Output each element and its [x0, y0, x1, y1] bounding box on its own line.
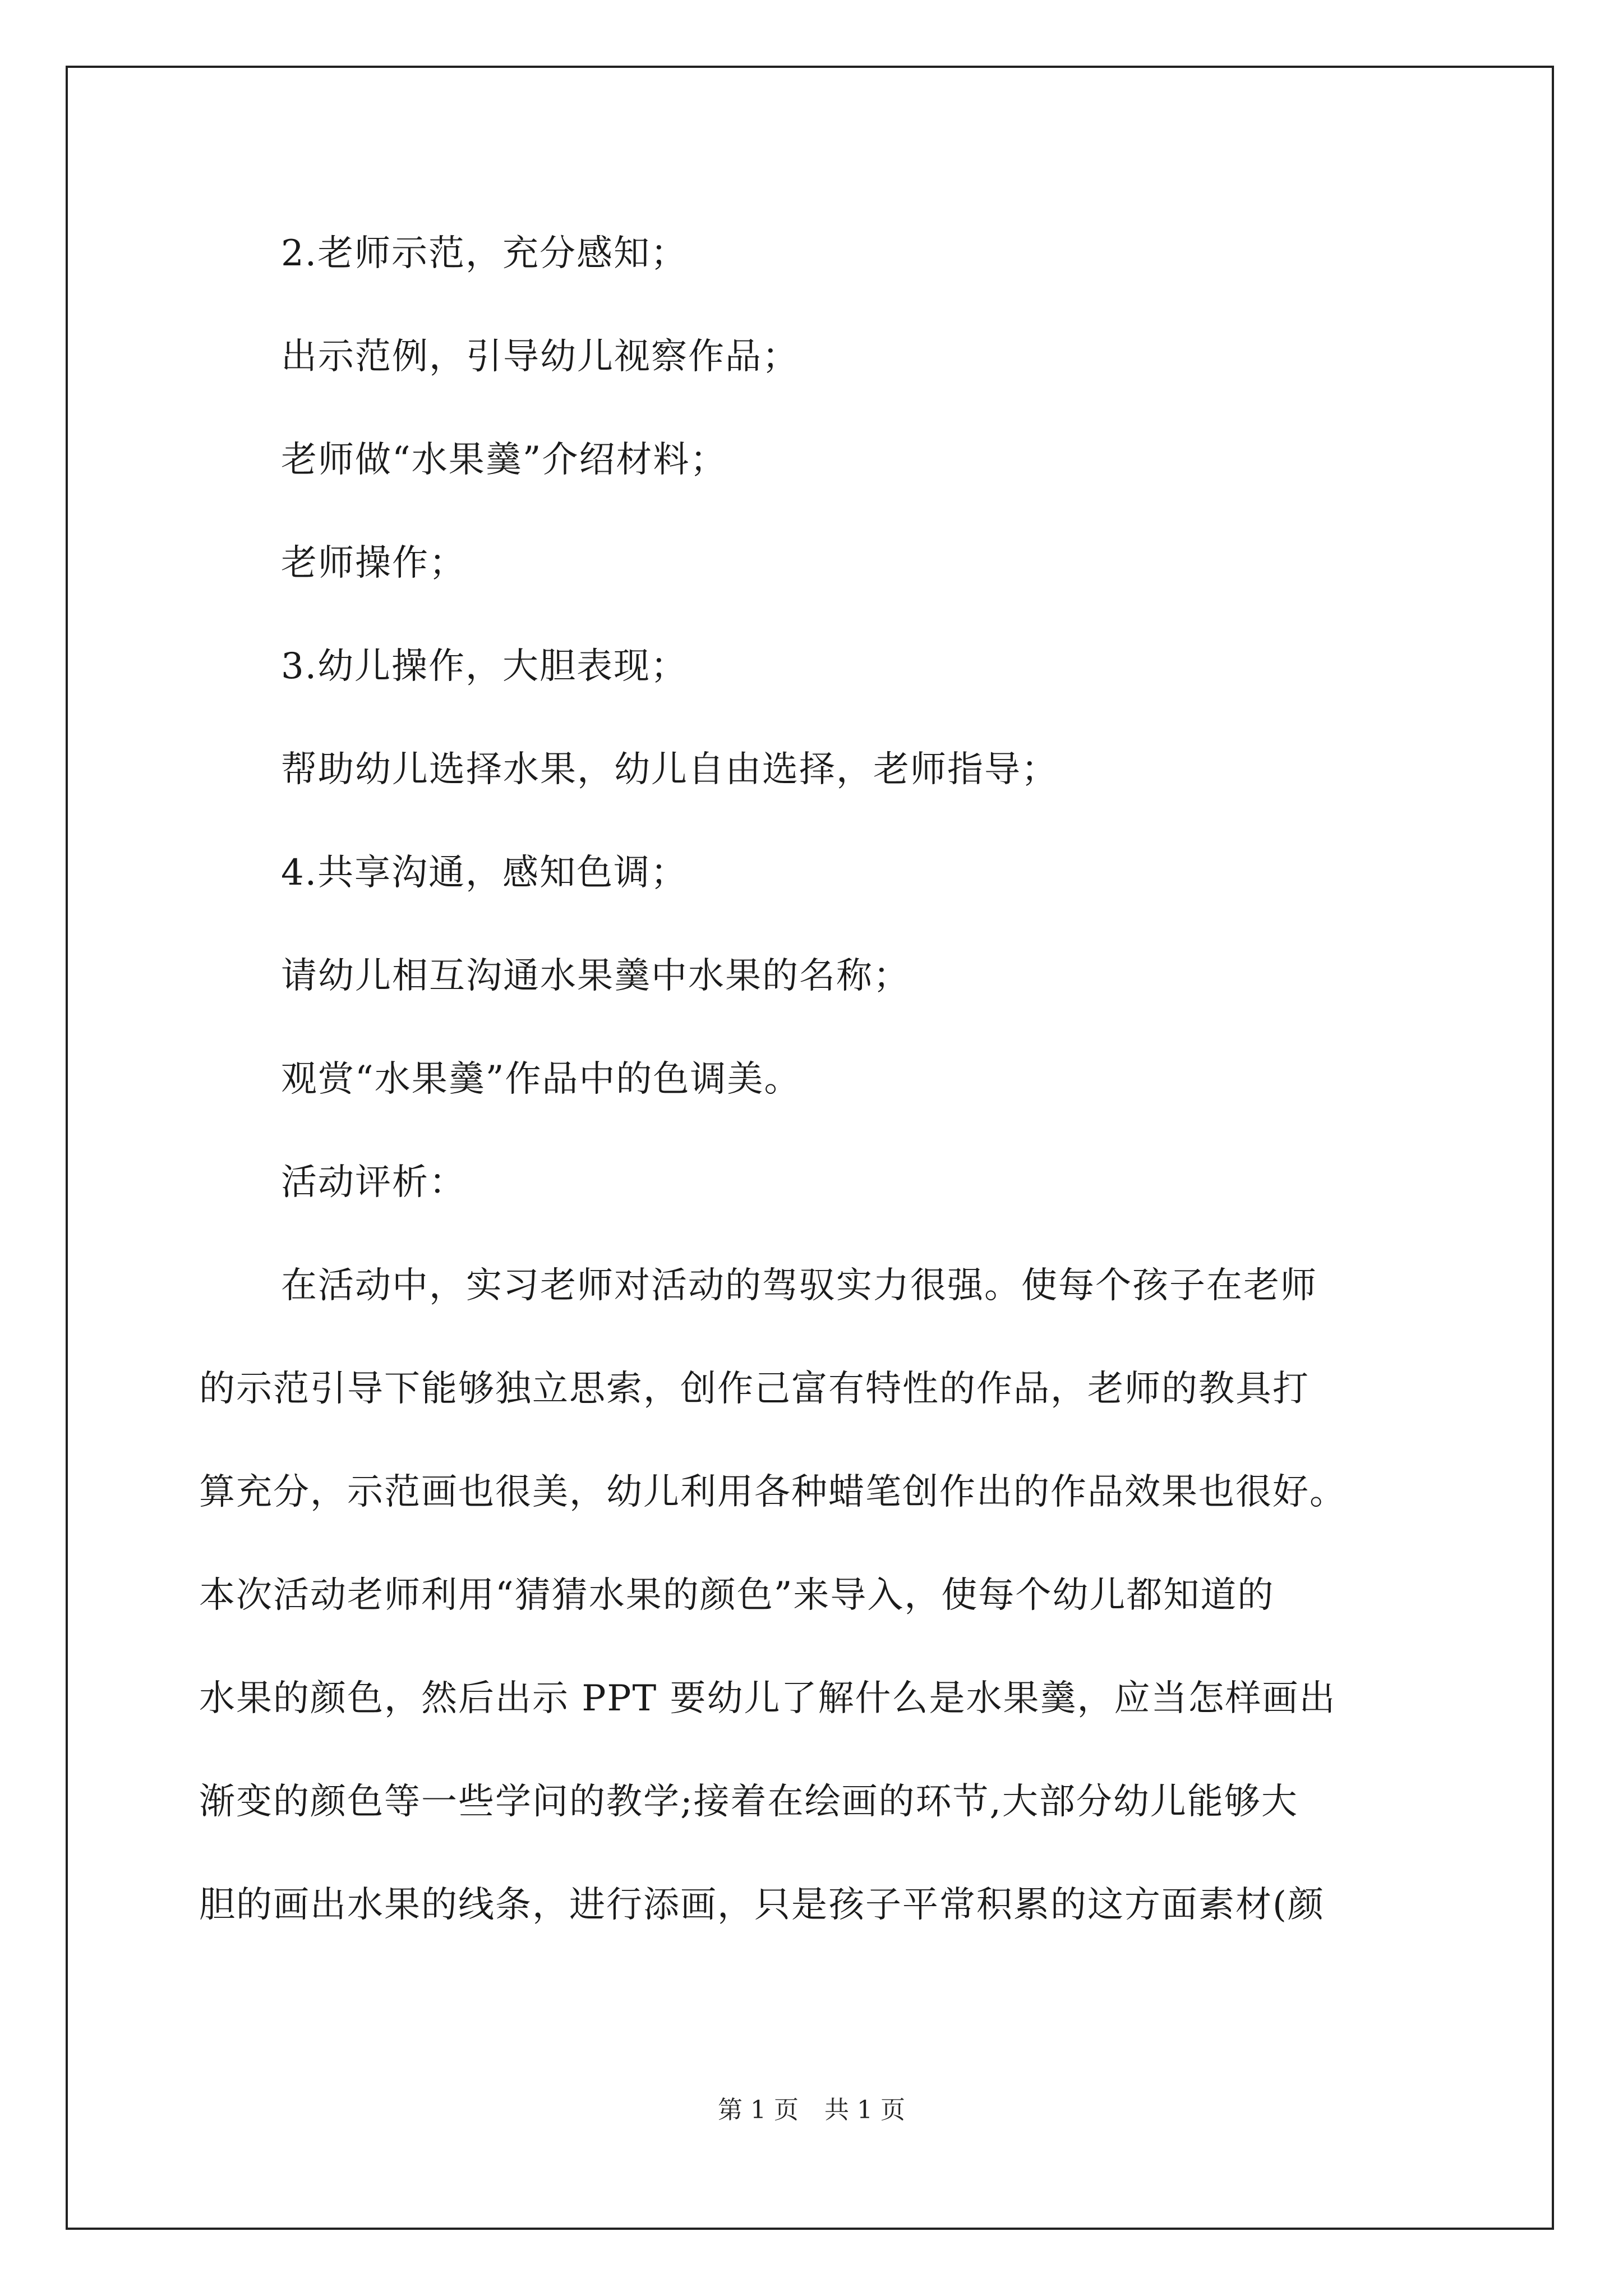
paragraph-line: 在活动中，实习老师对活动的驾驭实力很强。使每个孩子在老师: [281, 1265, 1317, 1306]
evaluation-heading: 活动评析：: [281, 1162, 466, 1203]
paragraph-line: 渐变的颜色等一些学问的教学;接着在绘画的环节,大部分幼儿能够大: [199, 1781, 1298, 1823]
paragraph-line: 的示范引导下能够独立思索，创作己富有特性的作品，老师的教具打: [199, 1368, 1310, 1410]
evaluation-paragraph: [199, 1234, 1427, 1957]
paragraph-line: 算充分，示范画也很美，幼儿利用各种蜡笔创作出的作品效果也很好。: [199, 1471, 1347, 1513]
step-4-item-1: 请幼儿相互沟通水果羹中水果的名称；: [281, 955, 910, 997]
paragraph-line: 水果的颜色，然后出示 PPT 要幼儿了解什么是水果羹，应当怎样画出: [199, 1678, 1336, 1719]
page-total: 共 1 页: [824, 2096, 905, 2124]
step-2-item-2: 老师做“水果羹”介绍材料；: [281, 439, 727, 481]
document-body: [199, 202, 1427, 1957]
page-footer: [0, 2093, 1623, 2127]
paragraph-line: 胆的画出水果的线条，进行添画，只是孩子平常积累的这方面素材(颜: [199, 1884, 1325, 1926]
step-4-item-2: 观赏“水果羹”作品中的色调美。: [281, 1059, 801, 1100]
step-2-item-3: 老师操作；: [281, 542, 466, 584]
step-4-heading: 4.共享沟通，感知色调；: [281, 852, 688, 894]
page-number: 第 1 页: [718, 2096, 799, 2124]
paragraph-line: 本次活动老师利用“猜猜水果的颜色”来导入，使每个幼儿都知道的: [199, 1575, 1275, 1616]
step-3-heading: 3.幼儿操作，大胆表现；: [281, 646, 688, 687]
step-2-heading: 2.老师示范，充分感知；: [281, 233, 688, 274]
step-2-item-1: 出示范例，引导幼儿视察作品；: [281, 336, 799, 378]
step-3-item-1: 帮助幼儿选择水果，幼儿自由选择，老师指导；: [281, 749, 1058, 790]
